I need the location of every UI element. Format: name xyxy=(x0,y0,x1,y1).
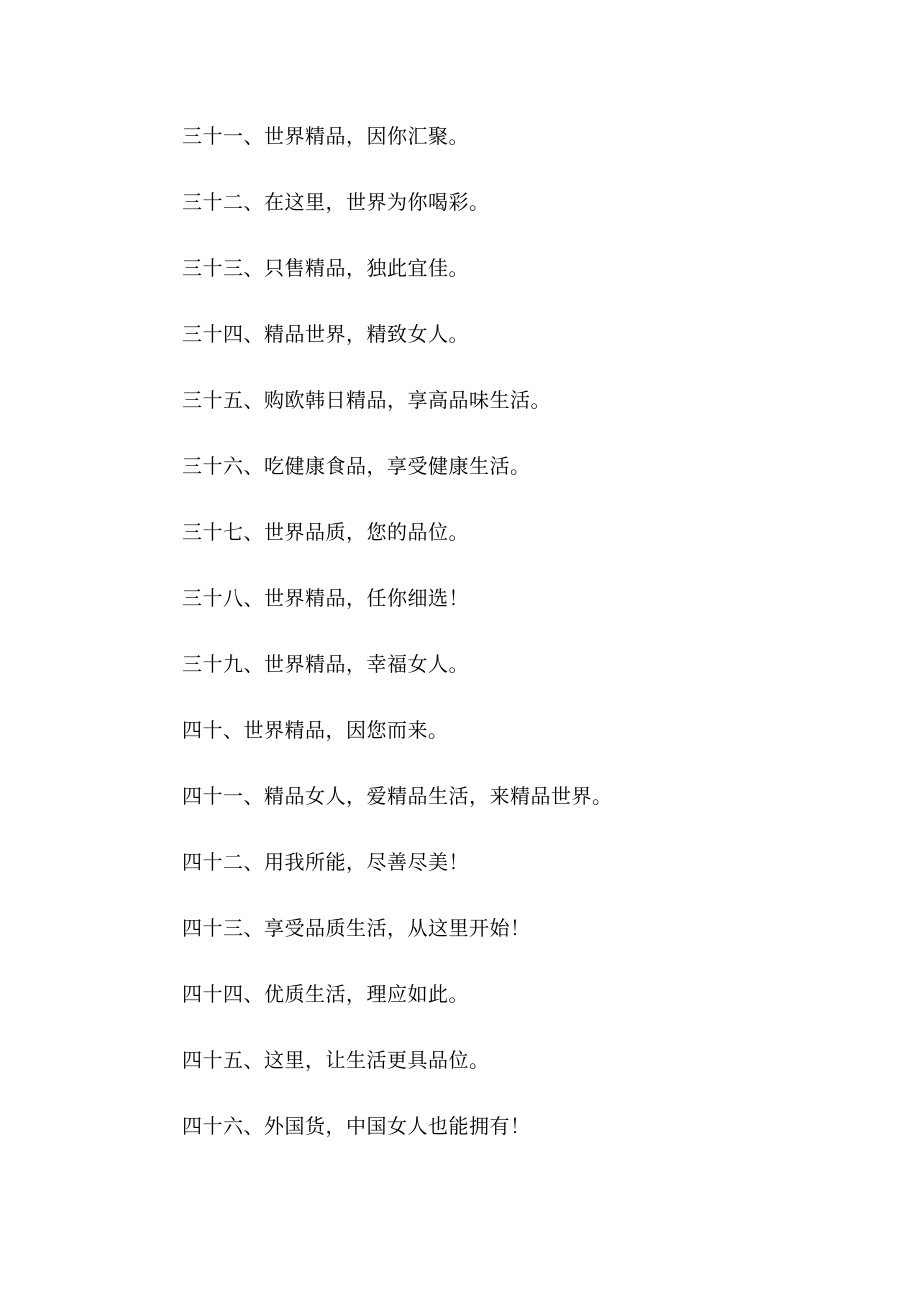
slogan-line: 四十一、精品女人，爱精品生活，来精品世界。 xyxy=(182,784,613,808)
slogan-line: 三十二、在这里，世界为你喝彩。 xyxy=(182,190,490,214)
slogan-line: 三十五、购欧韩日精品，享高品味生活。 xyxy=(182,388,551,412)
slogan-list xyxy=(182,120,613,1176)
slogan-line: 三十三、只售精品，独此宜佳。 xyxy=(182,256,469,280)
slogan-line: 四十、世界精品，因您而来。 xyxy=(182,718,449,742)
slogan-line: 四十六、外国货，中国女人也能拥有！ xyxy=(182,1114,531,1138)
slogan-line: 四十三、享受品质生活，从这里开始！ xyxy=(182,916,531,940)
slogan-line: 三十一、世界精品，因你汇聚。 xyxy=(182,124,469,148)
slogan-line: 三十八、世界精品，任你细选！ xyxy=(182,586,469,610)
slogan-line: 三十四、精品世界，精致女人。 xyxy=(182,322,469,346)
slogan-line: 四十四、优质生活，理应如此。 xyxy=(182,982,469,1006)
slogan-line: 三十六、吃健康食品，享受健康生活。 xyxy=(182,454,531,478)
slogan-line: 三十九、世界精品，幸福女人。 xyxy=(182,652,469,676)
slogan-line: 四十二、用我所能，尽善尽美！ xyxy=(182,850,469,874)
slogan-line: 四十五、这里，让生活更具品位。 xyxy=(182,1048,490,1072)
slogan-line: 三十七、世界品质，您的品位。 xyxy=(182,520,469,544)
